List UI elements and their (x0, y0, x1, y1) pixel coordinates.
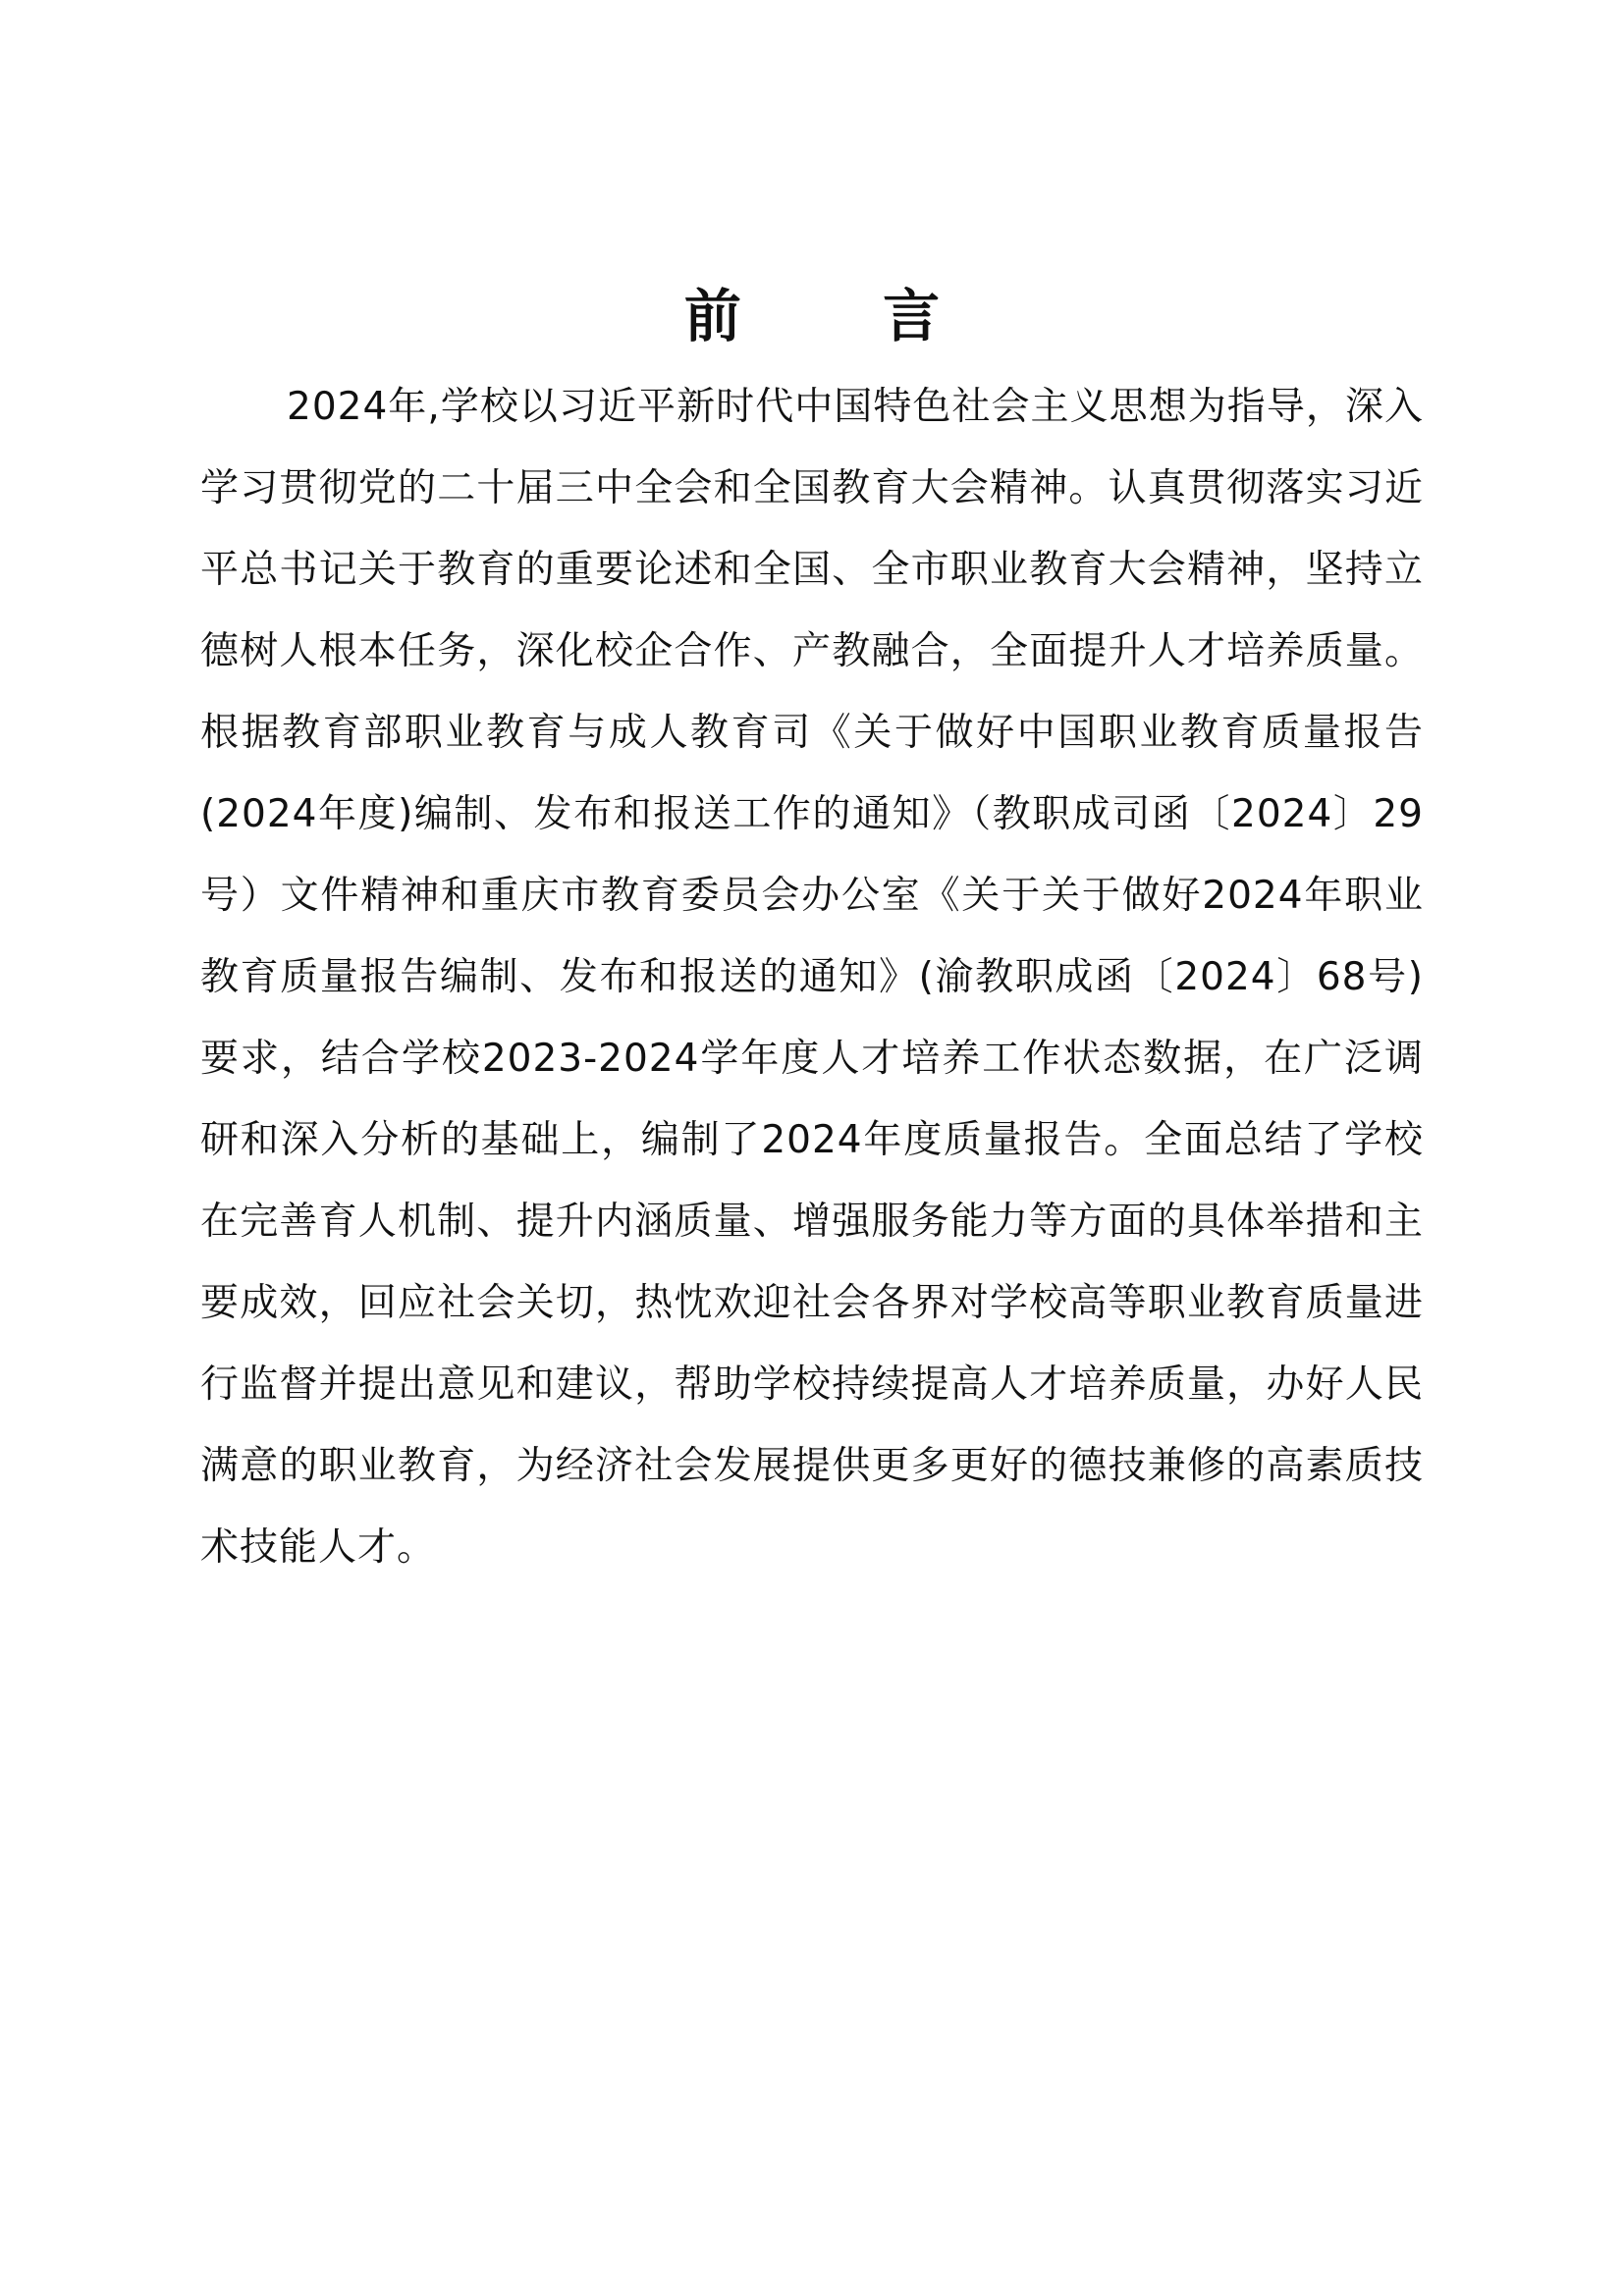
page-title: 前 言 (683, 283, 1001, 349)
preface-paragraph: 2024年,学校以习近平新时代中国特色社会主义思想为指导，深入学习贯彻党的二十届三中全会和全国教育大会精神。认真贯彻落实习近平总书记关于教育的重要论述和全国、全市职业教育大会精神，坚持立德树人根本任务，深化校企合作、产教融合，全面提升人才培养质量。根据教育部职业教育与成人教育司《关于做好中国职业教育质量报告(2024年度)编制、发布和报送工作的通知》（教职成司函〔2024〕29号）文件精神和重庆市教育委员会办公室《关于关于做好2024年职业教育质量报告编制、发布和报送的通知》(渝教职成函〔2024〕68号)要求，结合学校2023-2024学年度人才培养工作状态数据，在广泛调研和深入分析的基础上，编制了2024年度质量报告。全面总结了学校在完善育人机制、提升内涵质量、增强服务能力等方面的具体举措和主要成效，回应社会关切，热忱欢迎社会各界对学校高等职业教育质量进行监督并提出意见和建议，帮助学校持续提高人才培养质量，办好人民满意的职业教育，为经济社会发展提供更多更好的德技兼修的高素质技术技能人才。 (200, 385, 1424, 1570)
